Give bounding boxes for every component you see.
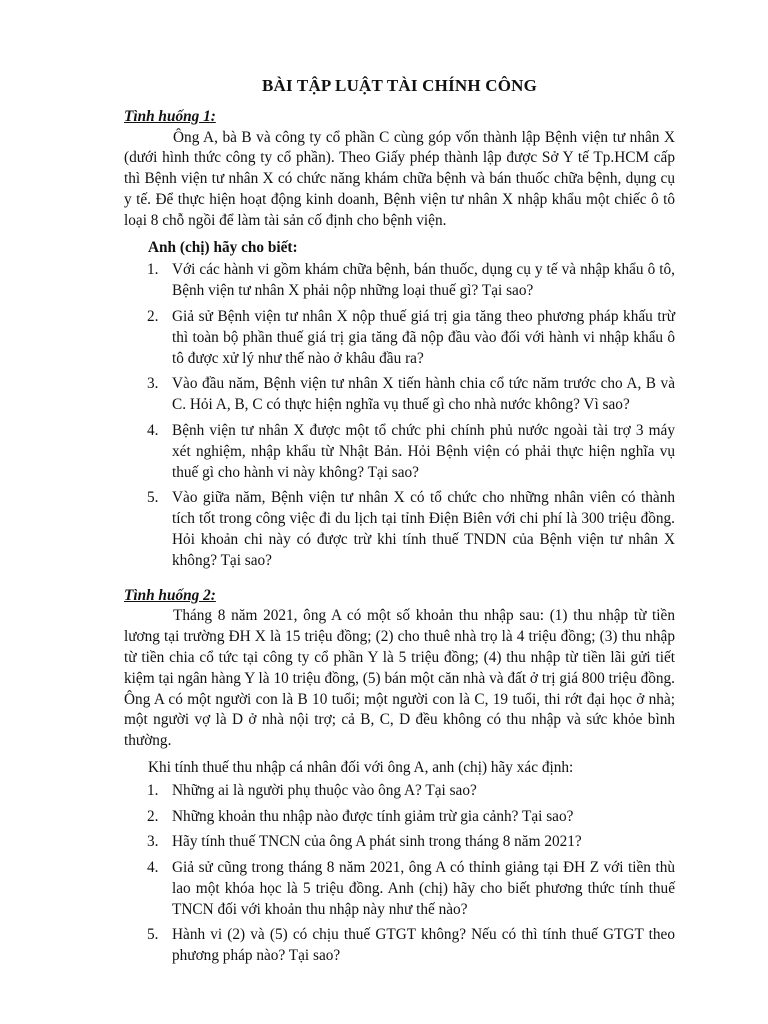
question-item xyxy=(147,858,675,920)
question-number: 2. xyxy=(147,307,159,325)
question-text: Giả sử cũng trong tháng 8 năm 2021, ông A có thỉnh giảng tại ĐH Z với tiền thù lao một khóa học là 5 triệu đồng. Anh (chị) hãy cho biết phương thức tính thuế TNCN đối với khoản thu nhập này như thế nào? xyxy=(172,859,675,918)
question-item xyxy=(147,925,675,967)
question-number: 1. xyxy=(147,261,159,279)
question-item xyxy=(147,832,675,853)
question-number: 5. xyxy=(147,926,159,944)
case-1-lead: Anh (chị) hãy cho biết: xyxy=(148,238,298,256)
question-text: Những khoản thu nhập nào được tính giảm trừ gia cảnh? Tại sao? xyxy=(172,807,574,825)
document-title: BÀI TẬP LUẬT TÀI CHÍNH CÔNG xyxy=(261,76,538,95)
question-text: Những ai là người phụ thuộc vào ông A? Tại sao? xyxy=(172,781,477,799)
case-2-question-list xyxy=(124,781,675,967)
question-number: 2. xyxy=(147,807,159,825)
question-item xyxy=(147,421,675,483)
question-number: 4. xyxy=(147,859,159,877)
question-number: 3. xyxy=(147,375,159,393)
question-text: Hãy tính thuế TNCN của ông A phát sinh trong tháng 8 năm 2021? xyxy=(172,833,582,851)
question-text: Vào đầu năm, Bệnh viện tư nhân X tiến hành chia cổ tức năm trước cho A, B và C. Hỏi A, B, C có thực hiện nghĩa vụ thuế gì cho nhà nước không? Vì sao? xyxy=(172,375,675,414)
question-number: 4. xyxy=(147,421,159,439)
question-item xyxy=(147,260,675,302)
question-number: 3. xyxy=(147,833,159,851)
question-number: 5. xyxy=(147,489,159,507)
question-item xyxy=(147,781,675,802)
question-item xyxy=(147,807,675,828)
question-item xyxy=(147,307,675,369)
question-text: Hành vi (2) và (5) có chịu thuế GTGT không? Nếu có thì tính thuế GTGT theo phương pháp nào? Tại sao? xyxy=(172,926,675,965)
case-1-section xyxy=(124,107,675,572)
case-1-intro: Ông A, bà B và công ty cổ phần C cùng góp vốn thành lập Bệnh viện tư nhân X (dưới hình thức công ty cổ phần). Theo Giấy phép thành lập được Sở Y tế Tp.HCM cấp thì Bệnh viện tư nhân X có chức năng khám chữa bệnh và bán thuốc chữa bệnh, dụng cụ y tế. Để thực hiện hoạt động kinh doanh, Bệnh viện tư nhân X nhập khẩu một chiếc ô tô loại 8 chỗ ngồi để làm tài sản cố định cho bệnh viện. xyxy=(124,128,675,229)
case-1-question-list xyxy=(124,260,675,571)
case-2-heading: Tình huống 2: xyxy=(124,586,216,604)
question-item xyxy=(147,374,675,416)
case-2-section xyxy=(124,586,675,968)
question-number: 1. xyxy=(147,781,159,799)
question-item xyxy=(147,488,675,571)
question-text: Với các hành vi gồm khám chữa bệnh, bán thuốc, dụng cụ y tế và nhập khẩu ô tô, Bệnh viện tư nhân X phải nộp những loại thuế gì? Tại sao? xyxy=(172,261,675,300)
case-1-heading: Tình huống 1: xyxy=(124,107,216,125)
question-text: Giả sử Bệnh viện tư nhân X nộp thuế giá trị gia tăng theo phương pháp khấu trừ thì toàn bộ phần thuế giá trị gia tăng đã nộp đầu vào đối với hành vi nhập khẩu ô tô được xử lý như thế nào ở khâu đầu ra? xyxy=(172,307,675,367)
case-2-lead: Khi tính thuế thu nhập cá nhân đối với ông A, anh (chị) hãy xác định: xyxy=(148,758,574,776)
question-text: Bệnh viện tư nhân X được một tổ chức phi chính phủ nước ngoài tài trợ 3 máy xét nghiệm, nhập khẩu từ Nhật Bản. Hỏi Bệnh viện có phải thực hiện nghĩa vụ thuế gì cho hành vi này không? Tại sao? xyxy=(172,421,675,481)
question-text: Vào giữa năm, Bệnh viện tư nhân X có tổ chức cho những nhân viên có thành tích tốt trong công việc đi du lịch tại tỉnh Điện Biên với chi phí là 300 triệu đồng. Hỏi khoản chi này có được trừ khi tính thuế TNDN của Bệnh viện tư nhân X không? Tại sao? xyxy=(172,489,675,569)
case-2-intro: Tháng 8 năm 2021, ông A có một số khoản thu nhập sau: (1) thu nhập từ tiền lương tại trường ĐH X là 15 triệu đồng; (2) cho thuê nhà trọ là 4 triệu đồng; (3) thu nhập từ tiền chia cổ tức tại công ty cổ phần Y là 5 triệu đồng; (4) thu nhập từ tiền lãi gửi tiết kiệm tại ngân hàng Y là 10 triệu đồng, (5) bán một căn nhà và đất ở trị giá 800 triệu đồng. Ông A có một người con là B 10 tuổi; một người con là C, 19 tuổi, thi rớt đại học ở nhà; một người vợ là D ở nhà nội trợ; cả B, C, D đều không có thu nhập và sức khỏe bình thường. xyxy=(124,607,675,750)
